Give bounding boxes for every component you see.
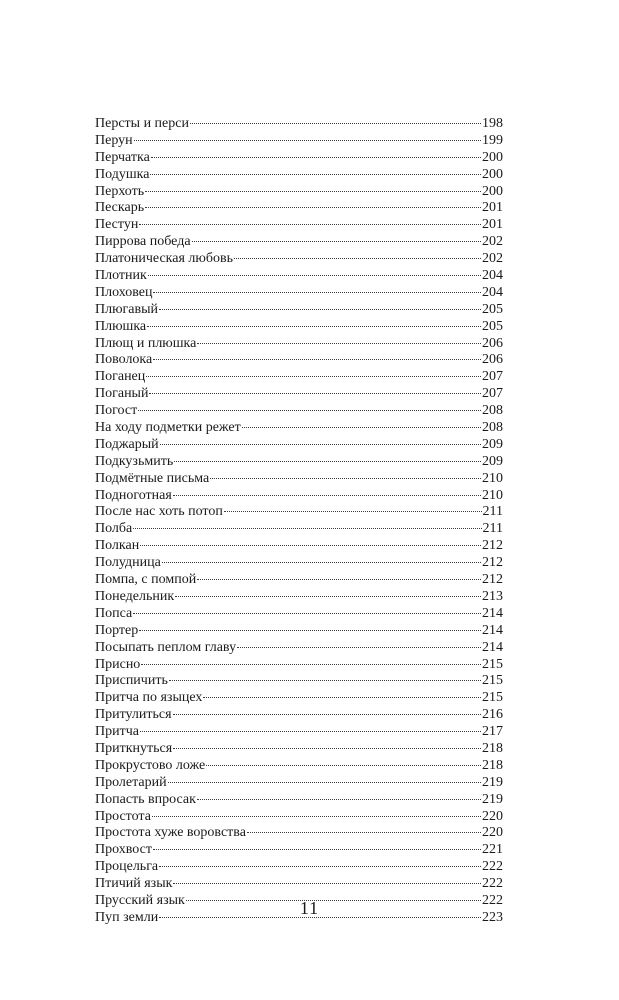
- toc-entry-title: Присно: [95, 656, 141, 672]
- toc-entry-title: Перун: [95, 132, 133, 148]
- toc-entry-page: 219: [482, 791, 503, 807]
- toc-entry: [95, 167, 503, 184]
- toc-dot-leader: [173, 714, 481, 715]
- toc-entry-title: Подкузьмить: [95, 453, 174, 469]
- toc-dot-leader: [247, 832, 481, 833]
- toc-entry: [95, 775, 503, 792]
- toc-dot-leader: [140, 545, 481, 546]
- toc-dot-leader: [160, 444, 481, 445]
- toc-entry-page: 216: [482, 707, 503, 723]
- toc-entry-page: 200: [482, 166, 503, 182]
- toc-entry: [95, 809, 503, 826]
- toc-entry-title: Пиррова победа: [95, 234, 191, 250]
- toc-entry-title: После нас хоть потоп: [95, 504, 223, 520]
- toc-entry-page: 220: [482, 808, 503, 824]
- toc-entry: [95, 876, 503, 893]
- toc-entry: [95, 623, 503, 640]
- toc-dot-leader: [150, 174, 481, 175]
- toc-entry-page: 199: [482, 132, 503, 148]
- toc-entry-page: 222: [482, 876, 503, 892]
- toc-entry-page: 222: [482, 892, 503, 908]
- toc-entry-title: Прохвост: [95, 842, 152, 858]
- toc-dot-leader: [146, 376, 481, 377]
- toc-dot-leader: [237, 647, 481, 648]
- toc-entry: [95, 386, 503, 403]
- toc-entry-page: 215: [482, 690, 503, 706]
- toc-entry-page: 201: [482, 200, 503, 216]
- toc-entry-title: Приткнуться: [95, 740, 173, 756]
- toc-entry-page: 201: [482, 217, 503, 233]
- toc-entry-page: 212: [482, 572, 503, 588]
- toc-entry-title: Полкан: [95, 538, 140, 554]
- toc-entry: [95, 133, 503, 150]
- toc-dot-leader: [141, 664, 481, 665]
- toc-entry: [95, 504, 503, 521]
- toc-entry-page: 211: [482, 521, 503, 537]
- toc-entry: [95, 707, 503, 724]
- toc-entry-page: 218: [482, 757, 503, 773]
- toc-dot-leader: [242, 427, 481, 428]
- toc-entry-title: Процельга: [95, 859, 159, 875]
- toc-entry-page: 219: [482, 774, 503, 790]
- toc-entry-page: 200: [482, 183, 503, 199]
- toc-entry: [95, 285, 503, 302]
- toc-entry-page: 204: [482, 268, 503, 284]
- toc-dot-leader: [173, 883, 481, 884]
- toc-dot-leader: [159, 866, 481, 867]
- toc-dot-leader: [173, 495, 481, 496]
- toc-entry-title: На ходу подметки режет: [95, 420, 241, 436]
- toc-entry: [95, 555, 503, 572]
- toc-dot-leader: [197, 799, 481, 800]
- toc-entry: [95, 859, 503, 876]
- toc-entry: [95, 471, 503, 488]
- toc-dot-leader: [234, 258, 481, 259]
- toc-entry-page: 209: [482, 436, 503, 452]
- toc-entry-page: 223: [482, 909, 503, 925]
- toc-entry-page: 210: [482, 470, 503, 486]
- toc-entry-page: 205: [482, 318, 503, 334]
- toc-entry-title: Перчатка: [95, 149, 150, 165]
- toc-dot-leader: [149, 393, 481, 394]
- toc-dot-leader: [140, 731, 481, 732]
- toc-entry: [95, 792, 503, 809]
- toc-entry: [95, 454, 503, 471]
- toc-dot-leader: [145, 191, 481, 192]
- toc-entry-page: 212: [482, 555, 503, 571]
- toc-dot-leader: [162, 562, 481, 563]
- toc-entry: [95, 302, 503, 319]
- toc-entry-title: Поганец: [95, 369, 146, 385]
- toc-dot-leader: [153, 292, 481, 293]
- toc-entry: [95, 217, 503, 234]
- toc-entry-title: Прусский язык: [95, 892, 185, 908]
- toc-entry-title: Посыпать пеплом главу: [95, 639, 237, 655]
- toc-dot-leader: [224, 511, 482, 512]
- toc-dot-leader: [197, 579, 481, 580]
- toc-entry-page: 211: [482, 504, 503, 520]
- toc-dot-leader: [152, 816, 481, 817]
- toc-entry-title: Перхоть: [95, 183, 145, 199]
- toc-entry: [95, 437, 503, 454]
- toc-entry: [95, 842, 503, 859]
- toc-entry-title: Платоническая любовь: [95, 251, 233, 267]
- toc-entry-title: Поджарый: [95, 436, 159, 452]
- toc-entry-page: 215: [482, 673, 503, 689]
- toc-entry-title: Полба: [95, 521, 133, 537]
- toc-entry: [95, 251, 503, 268]
- toc-entry-title: Поволока: [95, 352, 153, 368]
- toc-entry-title: Подноготная: [95, 487, 172, 503]
- toc-entry-title: Персты и перси: [95, 116, 189, 131]
- toc-entry-title: Плоховец: [95, 284, 153, 300]
- toc-entry-page: 204: [482, 284, 503, 300]
- toc-entry-page: 205: [482, 301, 503, 317]
- toc-dot-leader: [169, 680, 481, 681]
- toc-dot-leader: [133, 528, 481, 529]
- toc-entry-page: 213: [482, 588, 503, 604]
- toc-entry: [95, 758, 503, 775]
- toc-entry-title: Простота хуже воровства: [95, 825, 246, 841]
- toc-entry-page: 209: [482, 453, 503, 469]
- toc-dot-leader: [192, 241, 481, 242]
- toc-entry-page: 208: [482, 420, 503, 436]
- toc-entry: [95, 825, 503, 842]
- toc-entry-title: Подмётные письма: [95, 470, 210, 486]
- toc-entry: [95, 369, 503, 386]
- toc-entry-page: 214: [482, 639, 503, 655]
- toc-entry-title: Приспичить: [95, 673, 168, 689]
- toc-entry: [95, 116, 503, 133]
- toc-entry: [95, 589, 503, 606]
- toc-entry: [95, 741, 503, 758]
- toc-entry-page: 212: [482, 538, 503, 554]
- toc-dot-leader: [145, 207, 481, 208]
- toc-entry: [95, 488, 503, 505]
- toc-entry-title: Притча по языцех: [95, 690, 203, 706]
- toc-entry-title: Прокрустово ложе: [95, 757, 206, 773]
- toc-dot-leader: [133, 613, 481, 614]
- toc-entry-page: 206: [482, 352, 503, 368]
- toc-entry: [95, 538, 503, 555]
- page-number: 11: [299, 898, 320, 918]
- toc-entry-title: Плющ и плюшка: [95, 335, 197, 351]
- toc-dot-leader: [206, 765, 481, 766]
- toc-entry: [95, 234, 503, 251]
- toc-dot-leader: [175, 596, 481, 597]
- toc-entry-page: 206: [482, 335, 503, 351]
- toc-entry: [95, 150, 503, 167]
- toc-entry-page: 220: [482, 825, 503, 841]
- toc-entry-title: Попасть впросак: [95, 791, 196, 807]
- toc-entry: [95, 352, 503, 369]
- toc-dot-leader: [139, 224, 481, 225]
- toc-entry-page: 200: [482, 149, 503, 165]
- toc-dot-leader: [168, 782, 481, 783]
- toc-entry-title: Помпа, с помпой: [95, 572, 197, 588]
- toc-dot-leader: [190, 123, 481, 124]
- toc-dot-leader: [138, 410, 481, 411]
- toc-dot-leader: [174, 461, 481, 462]
- toc-entry-page: 221: [482, 842, 503, 858]
- toc-entry-title: Простота: [95, 808, 151, 824]
- toc-entry-page: 218: [482, 740, 503, 756]
- toc-entry-page: 222: [482, 859, 503, 875]
- table-of-contents: [95, 116, 503, 927]
- toc-entry-page: 202: [482, 251, 503, 267]
- toc-entry: [95, 690, 503, 707]
- toc-entry-title: Подушка: [95, 166, 150, 182]
- toc-dot-leader: [151, 157, 481, 158]
- toc-dot-leader: [153, 849, 481, 850]
- toc-entry-title: Попса: [95, 605, 133, 621]
- toc-entry: [95, 336, 503, 353]
- toc-entry-title: Плюшка: [95, 318, 147, 334]
- toc-entry: [95, 724, 503, 741]
- toc-entry-page: 198: [482, 116, 503, 131]
- toc-entry-title: Поганый: [95, 386, 149, 402]
- toc-dot-leader: [173, 748, 481, 749]
- toc-entry: [95, 420, 503, 437]
- toc-entry-title: Погост: [95, 403, 138, 419]
- toc-entry-title: Притулиться: [95, 707, 172, 723]
- toc-dot-leader: [203, 697, 481, 698]
- toc-entry-page: 214: [482, 605, 503, 621]
- toc-entry-page: 217: [482, 724, 503, 740]
- toc-entry-page: 215: [482, 656, 503, 672]
- toc-entry-page: 207: [482, 386, 503, 402]
- toc-entry-page: 210: [482, 487, 503, 503]
- toc-entry-title: Полудница: [95, 555, 161, 571]
- toc-dot-leader: [148, 275, 481, 276]
- toc-entry-title: Пестун: [95, 217, 139, 233]
- toc-entry-title: Портер: [95, 622, 139, 638]
- toc-entry-page: 202: [482, 234, 503, 250]
- toc-entry: [95, 319, 503, 336]
- toc-entry-title: Притча: [95, 724, 139, 740]
- toc-entry: [95, 200, 503, 217]
- toc-entry-page: 207: [482, 369, 503, 385]
- toc-entry-title: Плюгавый: [95, 301, 159, 317]
- toc-entry: [95, 184, 503, 201]
- toc-entry-page: 214: [482, 622, 503, 638]
- toc-entry: [95, 572, 503, 589]
- toc-entry-title: Пролетарий: [95, 774, 167, 790]
- toc-entry: [95, 268, 503, 285]
- toc-entry-page: 208: [482, 403, 503, 419]
- toc-dot-leader: [159, 309, 481, 310]
- toc-dot-leader: [139, 630, 481, 631]
- toc-dot-leader: [210, 478, 481, 479]
- toc-dot-leader: [134, 140, 481, 141]
- toc-entry: [95, 403, 503, 420]
- toc-entry-title: Пуп земли: [95, 909, 159, 925]
- toc-entry: [95, 521, 503, 538]
- toc-dot-leader: [153, 359, 481, 360]
- toc-dot-leader: [147, 326, 481, 327]
- toc-entry-title: Понедельник: [95, 588, 175, 604]
- toc-entry: [95, 606, 503, 623]
- toc-entry-title: Птичий язык: [95, 876, 173, 892]
- toc-entry: [95, 673, 503, 690]
- toc-entry: [95, 657, 503, 674]
- toc-entry-title: Плотник: [95, 268, 147, 284]
- toc-entry: [95, 640, 503, 657]
- toc-entry-title: Пескарь: [95, 200, 145, 216]
- toc-dot-leader: [197, 343, 481, 344]
